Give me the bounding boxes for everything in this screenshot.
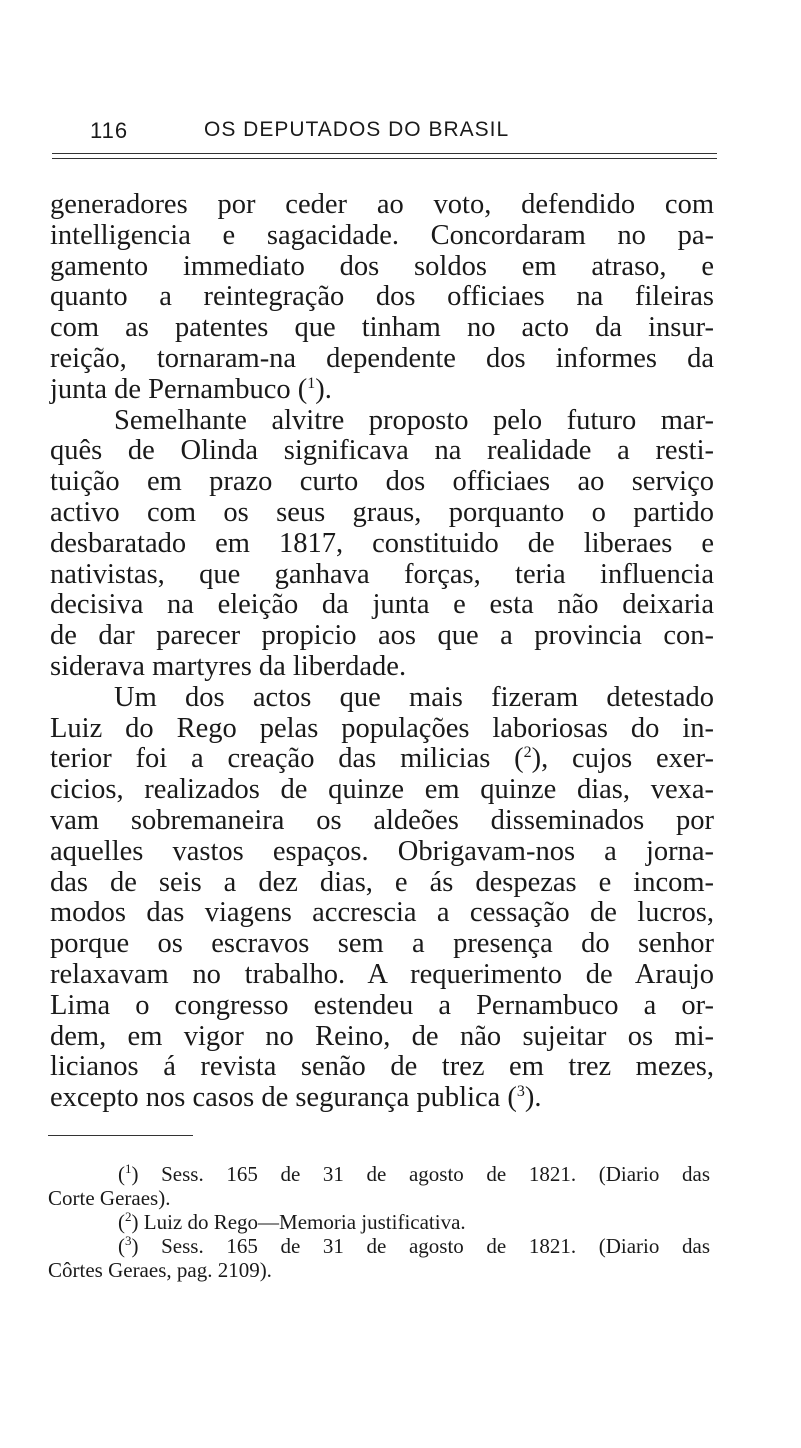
body-line-text: terior foi a creação das milicias ( [50,743,524,775]
footnote-text: Sess. 165 de 31 de agosto de 1821. (Diario das [161,1162,710,1186]
body-line: modos das viagens accrescia a cessação de lucros, [50,897,714,929]
body-line: decisiva na eleição da junta e esta não deixaria [50,589,714,621]
footnote-1-cont: Corte Geraes). [48,1186,171,1210]
body-line: generadores por ceder ao voto, defendido com [50,189,714,220]
footnotes [48,1162,710,1282]
footnote-text: Sess. 165 de 31 de agosto de 1821. (Diario das [161,1234,710,1258]
body-line: dem, em vigor no Reino, de não sujeitar os mi- [50,1020,714,1052]
footnote-3-cont: Côrtes Geraes, pag. 2109). [48,1258,272,1282]
header-rule-top [52,153,717,154]
body-line: nativistas, que ganhava forças, teria influencia [50,558,714,590]
body-line: reição, tornaram-na dependente dos informes da [50,342,714,374]
footnote-ref: 3 [516,1083,525,1101]
body-line: licianos á revista senão de trez em trez mezes, [50,1051,714,1083]
footnote-1: ($^1$) Sess. 165 de 31 de agosto de 1821. (Diario das [118,1161,710,1186]
body-line: intelligencia e sagacidade. Concordaram no pa- [50,219,714,251]
body-line: quanto a reintegração dos officiaes na fileiras [50,281,714,313]
body-line: junta de Pernambuco ($^1$). [50,373,332,405]
body-line-text: excepto nos casos de segurança publica ( [50,1082,517,1114]
footnote-mark: 1 [125,1161,132,1176]
body-line [50,1083,714,1114]
header-rule-bottom [52,158,717,159]
running-title: OS DEPUTADOS DO BRASIL [204,118,510,141]
body-line: gamento immediato dos soldos em atraso, e [50,250,714,282]
page-number: 116 [90,118,129,143]
running-header [90,118,720,148]
body-line: das de seis a dez dias, e ás despezas e incom- [50,866,714,898]
body-line: tuição em prazo curto dos officiaes ao serviço [50,466,714,498]
body-line-text: ). [524,1082,542,1114]
body-line-text: ), cujos exer- [531,743,714,775]
footnote-3: ($^3$) Sess. 165 de 31 de agosto de 1821. (Diario das [118,1233,710,1258]
footnote-mark: 3 [125,1233,132,1248]
paragraph-start: Um dos actos que mais fizeram detestado [114,681,714,713]
body-line: com as patentes que tinham no acto da insur- [50,312,714,344]
body-line: relaxavam no trabalho. A requerimento de Araujo [50,958,714,990]
paragraph-start: Semelhante alvitre proposto pelo futuro mar- [114,404,714,436]
body-line: vam sobremaneira os aldeões disseminados por [50,804,714,836]
body-line: Luiz do Rego pelas populações laboriosas do in- [50,712,714,744]
body-line: cicios, realizados de quinze em quinze dias, vexa- [50,774,714,806]
body-line: Lima o congresso estendeu a Pernambuco a or- [50,989,714,1021]
footnote-ref: 1 [307,374,316,392]
body-line-text: junta de Pernambuco ( [50,373,308,405]
footnote-ref: 2 [523,744,532,762]
footnote-rule [48,1135,193,1136]
footnote-2: ($^2$) Luiz do Rego—Memoria justificativa. [118,1209,466,1234]
body-line: siderava martyres da liberdade. [50,650,407,682]
body-line: activo com os seus graus, porquanto o partido [50,496,714,528]
body-line: porque os escravos sem a presença do senhor [50,928,714,960]
body-line: aquelles vastos espaços. Obrigavam-nos a jorna- [50,835,714,867]
body-line: quês de Olinda significava na realidade a resti- [50,435,714,467]
body-line: desbaratado em 1817, constituido de liberaes e [50,527,714,559]
body-line: de dar parecer propicio aos que a provincia con- [50,620,714,652]
body-line [50,744,714,775]
body-text [50,190,714,1114]
footnote-mark: 2 [125,1209,132,1224]
footnote-text: Luiz do Rego—Memoria justificativa. [143,1210,466,1234]
